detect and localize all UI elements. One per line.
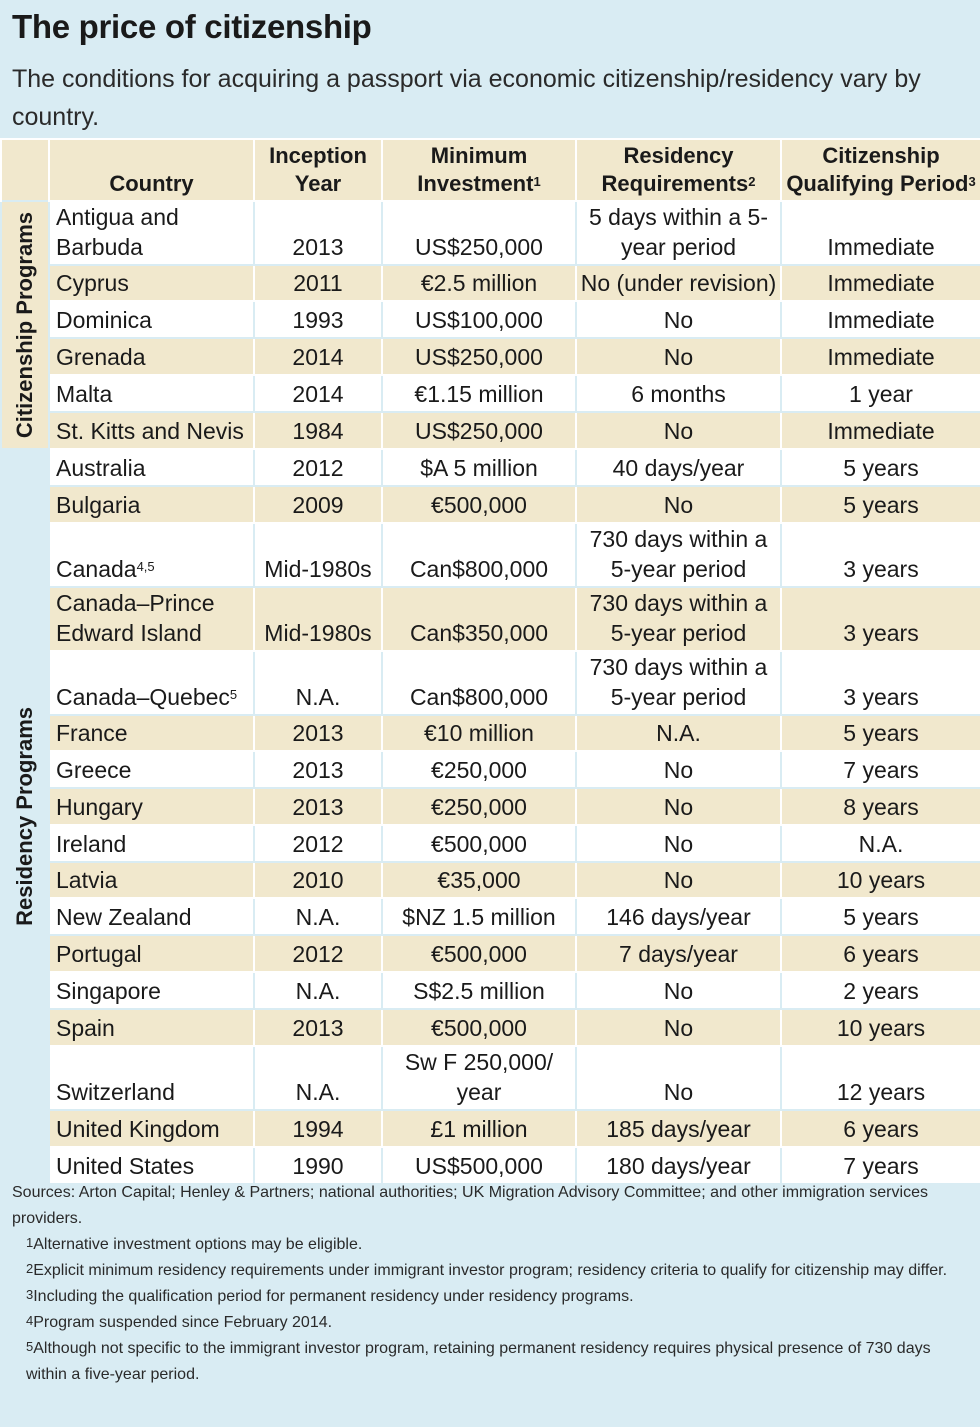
qualifying-period-cell: 3 years — [781, 587, 980, 651]
table-row — [1, 751, 980, 788]
residency-requirement-cell: 185 days/year — [576, 1110, 781, 1147]
residency-requirement-cell: No — [576, 825, 781, 862]
inception-year-cell: 2013 — [254, 751, 382, 788]
country-name: Cyprus — [56, 270, 129, 296]
country-footnote-ref: 4,5 — [136, 559, 155, 574]
footnote-text: Alternative investment options may be eligible. — [33, 1236, 363, 1253]
country-cell — [49, 651, 254, 715]
minimum-investment-cell: €500,000 — [382, 935, 576, 972]
country-name: Latvia — [56, 867, 118, 893]
country-name: Dominica — [56, 307, 152, 333]
inception-year-cell: N.A. — [254, 651, 382, 715]
country-cell — [49, 825, 254, 862]
inception-year-cell: 2011 — [254, 265, 382, 301]
header-qualifying: Citizenship Qualifying Period$^3$ — [781, 139, 980, 201]
qualifying-period-cell: 6 years — [781, 935, 980, 972]
residency-requirement-cell: No — [576, 788, 781, 825]
minimum-investment-cell: €500,000 — [382, 825, 576, 862]
country-name: Canada–Quebec — [56, 684, 230, 710]
country-cell — [49, 972, 254, 1009]
inception-year-cell: 2012 — [254, 449, 382, 486]
qualifying-period-cell: 6 years — [781, 1110, 980, 1147]
country-cell — [49, 412, 254, 449]
qualifying-period-cell: 2 years — [781, 972, 980, 1009]
country-name: Canada — [56, 556, 137, 582]
country-cell — [49, 1110, 254, 1147]
footnote-text: Explicit minimum residency requirements under immigrant investor program; residency criteria to qualify for citizenship may differ. — [33, 1262, 948, 1279]
country-cell — [49, 1147, 254, 1184]
country-cell — [49, 935, 254, 972]
minimum-investment-cell: US$250,000 — [382, 412, 576, 449]
qualifying-period-cell: Immediate — [781, 301, 980, 338]
country-name: France — [56, 720, 128, 746]
country-name: Portugal — [56, 941, 142, 967]
country-name: United States — [56, 1153, 195, 1179]
inception-year-cell: 2013 — [254, 1009, 382, 1046]
residency-requirement-cell: 730 days within a 5-year period — [576, 651, 781, 715]
country-cell — [49, 449, 254, 486]
residency-requirement-cell: No — [576, 486, 781, 523]
table-row — [1, 523, 980, 587]
inception-year-cell: N.A. — [254, 898, 382, 935]
footnote-list — [12, 1232, 974, 1388]
table-row — [1, 412, 980, 449]
country-cell — [49, 788, 254, 825]
qualifying-period-cell: Immediate — [781, 265, 980, 301]
minimum-investment-cell: €10 million — [382, 715, 576, 751]
qualifying-period-cell: Immediate — [781, 338, 980, 375]
residency-requirement-cell: No — [576, 301, 781, 338]
qualifying-period-cell: 3 years — [781, 523, 980, 587]
inception-year-cell: Mid-1980s — [254, 587, 382, 651]
inception-year-cell: N.A. — [254, 972, 382, 1009]
residency-requirement-cell: 5 days within a 5-year period — [576, 201, 781, 265]
table-row — [1, 265, 980, 301]
table-row — [1, 972, 980, 1009]
inception-year-cell: 2010 — [254, 862, 382, 898]
country-name: St. Kitts and Nevis — [56, 418, 244, 444]
qualifying-period-cell: 12 years — [781, 1046, 980, 1110]
footnote-number: 3 — [26, 1287, 34, 1302]
table-body — [1, 201, 980, 1184]
inception-year-cell: Mid-1980s — [254, 523, 382, 587]
table-row — [1, 862, 980, 898]
country-name: Spain — [56, 1015, 115, 1041]
minimum-investment-cell: US$500,000 — [382, 1147, 576, 1184]
page-subtitle: The conditions for acquiring a passport via economic citizenship/residency vary by country. — [12, 65, 921, 131]
minimum-investment-cell: S$2.5 million — [382, 972, 576, 1009]
table-row — [1, 338, 980, 375]
citizenship-table — [0, 138, 980, 1185]
country-cell — [49, 862, 254, 898]
inception-year-cell: 2009 — [254, 486, 382, 523]
footnote-item — [12, 1336, 974, 1388]
residency-group-label — [1, 449, 49, 1184]
minimum-investment-cell: €500,000 — [382, 486, 576, 523]
table-row — [1, 486, 980, 523]
country-cell — [49, 301, 254, 338]
footnote-text: Program suspended since February 2014. — [33, 1314, 333, 1331]
table-row — [1, 715, 980, 751]
country-name: United Kingdom — [56, 1116, 220, 1142]
residency-requirement-cell: 40 days/year — [576, 449, 781, 486]
footnote-number: 5 — [26, 1339, 34, 1354]
table-row — [1, 449, 980, 486]
footnote-text: Including the qualification period for permanent residency under residency programs. — [33, 1288, 634, 1305]
country-cell — [49, 1046, 254, 1110]
country-name: Grenada — [56, 344, 146, 370]
table-row — [1, 1046, 980, 1110]
country-name: Hungary — [56, 794, 143, 820]
residency-requirement-cell: 180 days/year — [576, 1147, 781, 1184]
footnote-number: 4 — [26, 1313, 34, 1328]
minimum-investment-cell: €250,000 — [382, 788, 576, 825]
residency-requirement-cell: No — [576, 862, 781, 898]
residency-requirement-cell: 146 days/year — [576, 898, 781, 935]
minimum-investment-cell: Can$800,000 — [382, 523, 576, 587]
header-country: Country — [49, 139, 254, 201]
inception-year-cell: 1984 — [254, 412, 382, 449]
country-name: Antigua and Barbuda — [56, 204, 179, 260]
footnote-item — [12, 1232, 974, 1258]
inception-year-cell: 2014 — [254, 338, 382, 375]
country-name: Malta — [56, 381, 113, 407]
country-name: New Zealand — [56, 904, 192, 930]
footnote-item — [12, 1284, 974, 1310]
header-corner — [1, 139, 49, 201]
residency-requirement-cell: No — [576, 1009, 781, 1046]
footnote-item — [12, 1310, 974, 1336]
header-row — [1, 139, 980, 201]
table-row — [1, 375, 980, 412]
inception-year-cell: 2013 — [254, 788, 382, 825]
qualifying-period-cell: 1 year — [781, 375, 980, 412]
footnote-item — [12, 1258, 974, 1284]
table-row — [1, 201, 980, 265]
minimum-investment-cell: €2.5 million — [382, 265, 576, 301]
country-cell — [49, 751, 254, 788]
footnotes — [12, 1180, 974, 1388]
inception-year-cell: 2014 — [254, 375, 382, 412]
qualifying-period-cell: 3 years — [781, 651, 980, 715]
inception-year-cell: 2012 — [254, 825, 382, 862]
inception-year-cell: 2013 — [254, 201, 382, 265]
residency-requirement-cell: No — [576, 412, 781, 449]
residency-requirement-cell: No — [576, 1046, 781, 1110]
group-label-text: Residency Programs — [12, 707, 37, 926]
residency-requirement-cell: 7 days/year — [576, 935, 781, 972]
residency-requirement-cell: No — [576, 972, 781, 1009]
country-cell — [49, 486, 254, 523]
country-footnote-ref: 5 — [229, 687, 238, 702]
inception-year-cell: 1993 — [254, 301, 382, 338]
table-row — [1, 1147, 980, 1184]
qualifying-period-cell: Immediate — [781, 412, 980, 449]
footnote-number: 2 — [26, 1261, 34, 1276]
inception-year-cell: 1994 — [254, 1110, 382, 1147]
table-row — [1, 1110, 980, 1147]
header-residency: Residency Requirements$^2$ — [576, 139, 781, 201]
footnote-number: 1 — [26, 1235, 34, 1250]
minimum-investment-cell: $NZ 1.5 million — [382, 898, 576, 935]
qualifying-period-cell: 7 years — [781, 751, 980, 788]
inception-year-cell: 2013 — [254, 715, 382, 751]
country-cell — [49, 338, 254, 375]
country-cell — [49, 201, 254, 265]
residency-requirement-cell: No — [576, 751, 781, 788]
header-investment: Minimum Investment$^1$ — [382, 139, 576, 201]
qualifying-period-cell: 5 years — [781, 449, 980, 486]
country-name: Switzerland — [56, 1079, 175, 1105]
residency-requirement-cell: No (under revision) — [576, 265, 781, 301]
residency-requirement-cell: No — [576, 338, 781, 375]
country-cell — [49, 1009, 254, 1046]
minimum-investment-cell: US$250,000 — [382, 338, 576, 375]
residency-requirement-cell: 730 days within a 5-year period — [576, 523, 781, 587]
qualifying-period-cell: 5 years — [781, 486, 980, 523]
sources-note: Sources: Arton Capital; Henley & Partners; national authorities; UK Migration Advisory Committee; and other immigration services providers. — [12, 1184, 928, 1227]
minimum-investment-cell: Can$800,000 — [382, 651, 576, 715]
minimum-investment-cell: €500,000 — [382, 1009, 576, 1046]
country-cell — [49, 265, 254, 301]
table-row — [1, 587, 980, 651]
footnote-text: Although not specific to the immigrant investor program, retaining permanent residency requires physical presence of 730 days within a five-year period. — [26, 1340, 931, 1383]
qualifying-period-cell: 8 years — [781, 788, 980, 825]
country-name: Ireland — [56, 831, 127, 857]
country-cell — [49, 898, 254, 935]
qualifying-period-cell: 5 years — [781, 898, 980, 935]
residency-requirement-cell: 6 months — [576, 375, 781, 412]
table-row — [1, 1009, 980, 1046]
minimum-investment-cell: Sw F 250,000/ year — [382, 1046, 576, 1110]
country-cell — [49, 523, 254, 587]
minimum-investment-cell: €250,000 — [382, 751, 576, 788]
country-name: Bulgaria — [56, 492, 141, 518]
country-cell — [49, 715, 254, 751]
qualifying-period-cell: N.A. — [781, 825, 980, 862]
citizenship-table-wrap — [0, 138, 980, 1185]
minimum-investment-cell: US$100,000 — [382, 301, 576, 338]
residency-requirement-cell: N.A. — [576, 715, 781, 751]
qualifying-period-cell: 5 years — [781, 715, 980, 751]
inception-year-cell: N.A. — [254, 1046, 382, 1110]
qualifying-period-cell: Immediate — [781, 201, 980, 265]
table-row — [1, 825, 980, 862]
qualifying-period-cell: 10 years — [781, 1009, 980, 1046]
country-name: Greece — [56, 757, 132, 783]
minimum-investment-cell: Can$350,000 — [382, 587, 576, 651]
table-row — [1, 935, 980, 972]
country-cell — [49, 375, 254, 412]
inception-year-cell: 2012 — [254, 935, 382, 972]
residency-requirement-cell: 730 days within a 5-year period — [576, 587, 781, 651]
qualifying-period-cell: 10 years — [781, 862, 980, 898]
group-label-text: Citizenship Programs — [12, 211, 37, 439]
header-inception: Inception Year — [254, 139, 382, 201]
table-row — [1, 898, 980, 935]
minimum-investment-cell: €35,000 — [382, 862, 576, 898]
minimum-investment-cell: €1.15 million — [382, 375, 576, 412]
table-row — [1, 651, 980, 715]
qualifying-period-cell: 7 years — [781, 1147, 980, 1184]
country-name: Canada–Prince Edward Island — [56, 590, 215, 646]
country-name: Singapore — [56, 978, 161, 1004]
country-cell — [49, 587, 254, 651]
table-row — [1, 301, 980, 338]
inception-year-cell: 1990 — [254, 1147, 382, 1184]
country-name: Australia — [56, 455, 146, 481]
page-title: The price of citizenship — [12, 8, 372, 45]
minimum-investment-cell: US$250,000 — [382, 201, 576, 265]
minimum-investment-cell: £1 million — [382, 1110, 576, 1147]
table-row — [1, 788, 980, 825]
minimum-investment-cell: $A 5 million — [382, 449, 576, 486]
citizenship-group-label — [1, 201, 49, 449]
